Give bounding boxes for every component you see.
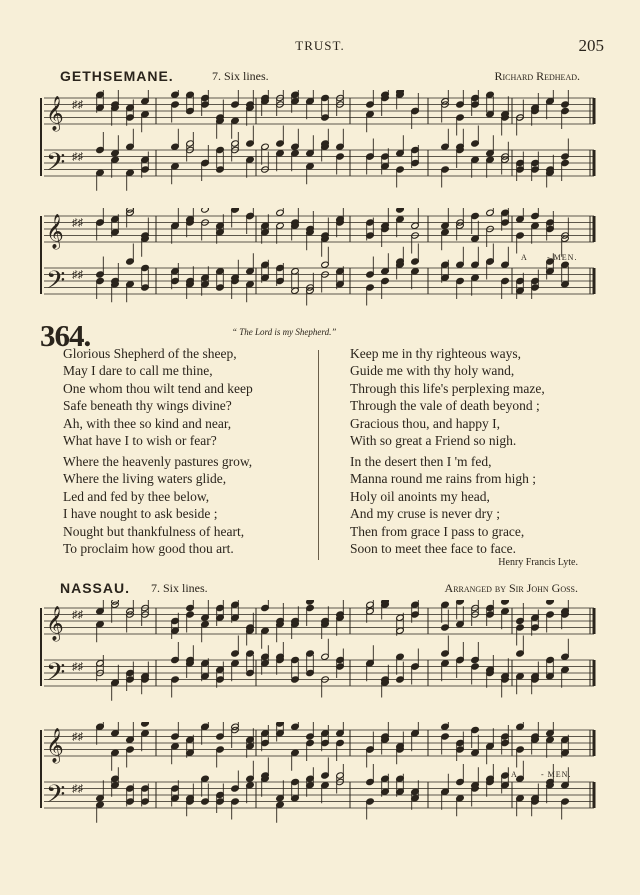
key-signature-icon: ♯♯: [72, 150, 83, 163]
key-signature-icon: ♯♯: [72, 730, 83, 743]
tune1-amen-a: A: [521, 253, 528, 262]
verse-line: May I dare to call me thine,: [63, 363, 213, 379]
tune1-name: GETHSEMANE.: [60, 68, 174, 84]
verse-line: Holy oil anoints my head,: [350, 488, 490, 504]
staff-svg: [38, 208, 600, 318]
verse-line: With so great a Friend so nigh.: [350, 432, 517, 448]
key-signature-icon: ♯♯: [72, 660, 83, 673]
verse-line: And my cruse is never dry ;: [350, 506, 500, 522]
verse-line: Keep me in thy righteous ways,: [350, 346, 521, 361]
tune2-amen-a: A: [511, 770, 518, 779]
verse-left-2: [63, 453, 252, 557]
verse-line: To proclaim how good thou art.: [63, 540, 234, 556]
verse-line: Gracious thou, and happy I,: [350, 415, 500, 431]
bass-clef-icon: 𝄢: [46, 148, 66, 183]
verse-line: Safe beneath thy wings divine?: [63, 398, 232, 414]
verse-line: Ah, with thee so kind and near,: [63, 415, 232, 431]
tune1-composer: Richard Redhead.: [494, 69, 580, 83]
bass-clef-icon: 𝄢: [46, 266, 66, 301]
verse-right-1: [350, 345, 545, 449]
bass-clef-icon: 𝄢: [46, 780, 66, 815]
hymn-author: Henry Francis Lyte.: [498, 557, 578, 568]
tune2-amen-b: - MEN.: [541, 770, 572, 779]
verse-line: Nought but thankfulness of heart,: [63, 523, 245, 539]
treble-clef-icon: 𝄞: [46, 96, 64, 131]
verse-left-1: [63, 345, 253, 449]
staff-svg: [38, 90, 600, 200]
key-signature-icon: ♯♯: [72, 608, 83, 621]
verse-line: Soon to meet thee face to face.: [350, 540, 517, 556]
tune2-name: NASSAU.: [60, 580, 131, 596]
verse-line: Guide me with thy holy wand,: [350, 363, 515, 379]
page-number: 205: [578, 36, 604, 55]
score-system-3: [38, 600, 600, 710]
verse-line: Through this life's perplexing maze,: [350, 380, 545, 396]
score-system-2: [38, 208, 600, 318]
column-divider: [318, 350, 319, 560]
staff-svg: [38, 600, 600, 710]
verse-line: In the desert then I 'm fed,: [350, 454, 492, 469]
hymn-number: 364.: [40, 318, 91, 353]
key-signature-icon: ♯♯: [72, 268, 83, 281]
verse-line: One whom thou wilt tend and keep: [63, 380, 253, 396]
verse-right-2: [350, 453, 536, 557]
running-head: TRUST.: [295, 38, 345, 53]
hymn-subtitle: “ The Lord is my Shepherd.”: [232, 327, 337, 337]
verse-line: Then from grace I pass to grace,: [350, 523, 525, 539]
verse-line: Where the living waters glide,: [63, 471, 227, 487]
verse-line: Manna round me rains from high ;: [350, 471, 536, 487]
verse-line: Glorious Shepherd of the sheep,: [63, 346, 237, 361]
tune2-composer: Arranged by Sir John Goss.: [444, 581, 578, 595]
verse-line: I have nought to ask beside ;: [63, 506, 218, 522]
verse-line: Led and fed by thee below,: [63, 488, 210, 504]
verse-line: What have I to wish or fear?: [63, 432, 217, 448]
treble-clef-icon: 𝄞: [46, 728, 64, 763]
key-signature-icon: ♯♯: [72, 98, 83, 111]
tune2-meter: 7. Six lines.: [151, 581, 208, 595]
tune1-amen-b: - MEN.: [547, 253, 578, 262]
score-system-1: [38, 90, 600, 200]
tune1-meter: 7. Six lines.: [212, 69, 269, 83]
bass-clef-icon: 𝄢: [46, 658, 66, 693]
verse-line: Through the vale of death beyond ;: [350, 398, 540, 414]
verse-line: Where the heavenly pastures grow,: [63, 454, 253, 469]
key-signature-icon: ♯♯: [72, 782, 83, 795]
treble-clef-icon: 𝄞: [46, 214, 64, 249]
treble-clef-icon: 𝄞: [46, 606, 64, 641]
key-signature-icon: ♯♯: [72, 216, 83, 229]
